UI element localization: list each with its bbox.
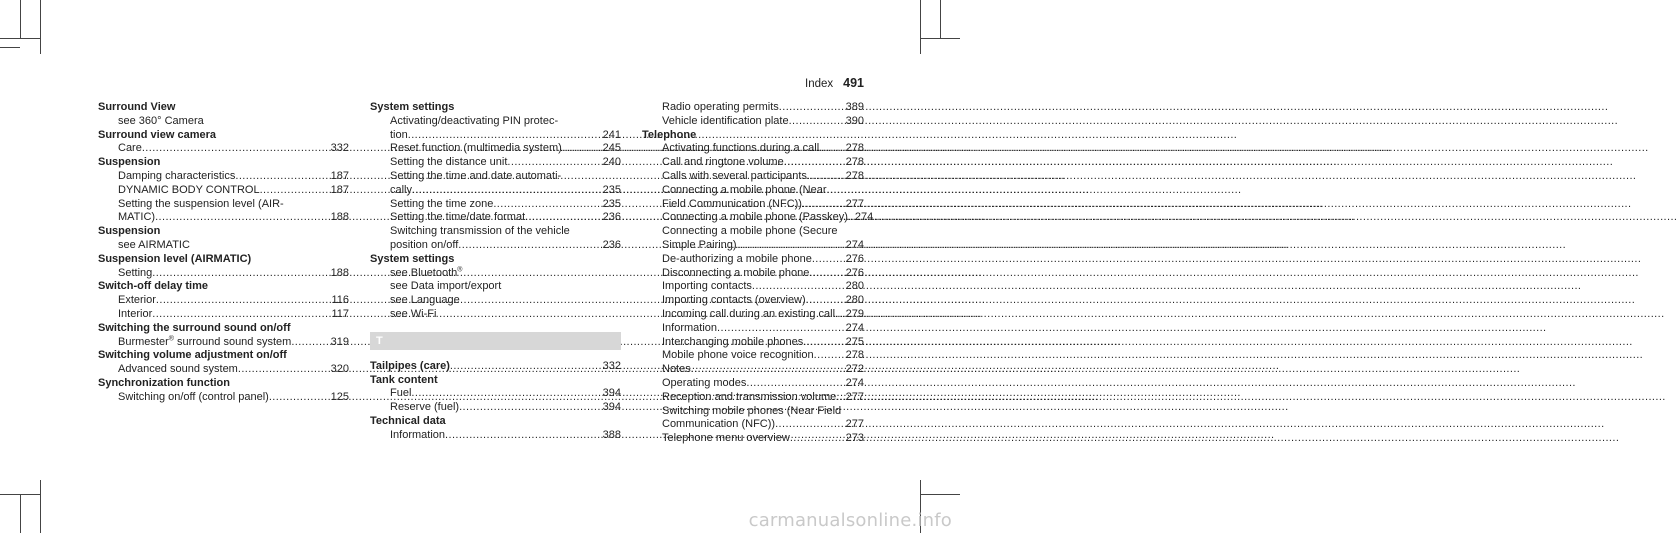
crop-mark	[40, 480, 41, 533]
index-term: Telephone	[642, 128, 697, 141]
index-entry	[98, 280, 349, 321]
index-entry	[98, 129, 349, 157]
index-subentry[interactable]: Mobile phone voice recognition ..... 278	[642, 349, 864, 363]
index-subentry-line: Connecting a mobile phone (Secure	[662, 225, 838, 238]
index-subentry[interactable]: DYNAMIC BODY CONTROL ..... 187	[98, 184, 349, 198]
crop-mark	[920, 38, 960, 39]
index-subentry[interactable]: Importing contacts ..... 280	[642, 280, 864, 294]
index-term: Switching volume adjustment on/off	[98, 349, 287, 362]
index-entry	[98, 253, 349, 281]
index-subentry[interactable]: Telephone menu overview ..... 273	[642, 432, 864, 446]
index-term: Tank content	[370, 373, 438, 386]
see-reference[interactable]: see Bluetooth®	[390, 265, 463, 279]
letter-divider: T	[370, 332, 621, 350]
index-subentry[interactable]: Importing contacts (overview) ..... 280	[642, 294, 864, 308]
index-subentry-line: Setting the time and date automati-	[390, 169, 562, 182]
crop-mark	[0, 47, 20, 48]
crop-mark	[20, 0, 21, 38]
index-subentry[interactable]: Simple Pairing) ..... 274	[642, 239, 864, 253]
index-subentry-line: Connecting a mobile phone (Near	[662, 183, 827, 196]
index-subentry-line: Setting the suspension level (AIR-	[118, 197, 284, 210]
index-entry	[98, 101, 349, 129]
index-subentry[interactable]: Setting the time/date format ..... 236	[370, 211, 621, 225]
index-subentry[interactable]: Reception and transmission volume ..... 277	[642, 391, 864, 405]
index-entry	[98, 349, 349, 377]
see-reference[interactable]: see Wi-Fi	[390, 307, 437, 320]
index-subentry[interactable]: Fuel ..... 394	[370, 387, 621, 401]
watermark: carmanualsonline.info	[748, 510, 952, 531]
index-term: Suspension level (AIRMATIC)	[98, 252, 252, 265]
index-subentry[interactable]: Calls with several participants ..... 278	[642, 170, 864, 184]
index-entry	[370, 101, 621, 253]
crop-mark	[40, 0, 41, 54]
index-subentry[interactable]: cally ..... 235	[370, 184, 621, 198]
index-term: Suspension	[98, 225, 161, 238]
index-subentry[interactable]: Exterior ..... 116	[98, 294, 349, 308]
index-entry	[370, 374, 621, 415]
index-subentry[interactable]: Vehicle identification plate ..... 390	[642, 115, 864, 129]
index-subentry[interactable]: Burmester® surround sound system ..... 319	[98, 336, 349, 350]
index-entry	[98, 156, 349, 225]
index-subentry[interactable]: MATIC) ..... 188	[98, 211, 349, 225]
index-column-3	[642, 101, 874, 446]
index-subentry[interactable]: Operating modes ..... 274	[642, 377, 864, 391]
index-subentry-line: Switching transmission of the vehicle	[390, 225, 570, 238]
page-number: 491	[843, 76, 864, 90]
index-subentry[interactable]: position on/off ..... 236	[370, 239, 621, 253]
index-subentry[interactable]: Reset function (multimedia system) ..... 245	[370, 142, 621, 156]
crop-mark	[0, 38, 40, 39]
index-subentry[interactable]: Switching on/off (control panel) ..... 125	[98, 391, 349, 405]
see-reference[interactable]: see 360° Camera	[118, 114, 204, 127]
index-subentry[interactable]: Information ..... 388	[370, 429, 621, 443]
index-subentry[interactable]: tion ..... 241	[370, 129, 621, 143]
index-subentry[interactable]: Care ..... 332	[98, 142, 349, 156]
index-term-with-page[interactable]: Tailpipes (care) ..... 332	[370, 360, 621, 374]
index-term: System settings	[370, 252, 455, 265]
index-subentry[interactable]: Call and ringtone volume ..... 278	[642, 156, 864, 170]
index-subentry[interactable]: Reserve (fuel) ..... 394	[370, 401, 621, 415]
index-subentry[interactable]: Connecting a mobile phone (Passkey) ..... 274	[642, 211, 864, 225]
index-term: Synchronization function	[98, 376, 230, 389]
index-subentry-line: Switching mobile phones (Near Field	[662, 404, 842, 417]
index-subentry[interactable]: De-authorizing a mobile phone ..... 276	[642, 253, 864, 267]
index-subentry[interactable]: Interior ..... 117	[98, 308, 349, 322]
index-term: Surround View	[98, 101, 176, 113]
index-subentry[interactable]: Communication (NFC)) ..... 277	[642, 418, 864, 432]
crop-mark	[20, 494, 21, 533]
section-title: Index	[805, 78, 834, 90]
crop-mark	[920, 0, 921, 54]
index-subentry[interactable]: Setting the time zone ..... 235	[370, 198, 621, 212]
see-reference[interactable]: see Language	[390, 294, 460, 307]
index-subentry[interactable]: Setting ..... 188	[98, 267, 349, 281]
index-entry	[642, 128, 874, 446]
index-term: Technical data	[370, 414, 446, 427]
index-entry	[98, 225, 349, 253]
index-column-2	[370, 101, 621, 443]
index-subentry[interactable]: Information ..... 274	[642, 322, 864, 336]
index-subentry[interactable]: Interchanging mobile phones ..... 275	[642, 336, 864, 350]
crop-mark	[940, 0, 941, 38]
index-term: System settings	[370, 101, 455, 113]
index-term: Switch-off delay time	[98, 280, 209, 293]
index-subentry[interactable]: Activating functions during a call ..... 278	[642, 142, 864, 156]
index-entry	[98, 377, 349, 405]
index-column-1	[98, 101, 349, 405]
see-reference[interactable]: see AIRMATIC	[118, 238, 190, 251]
index-subentry[interactable]: Setting the distance unit ..... 240	[370, 156, 621, 170]
crop-mark	[920, 494, 960, 495]
index-subentry[interactable]: Damping characteristics ..... 187	[98, 170, 349, 184]
index-subentry[interactable]: Field Communication (NFC)) ..... 277	[642, 198, 864, 212]
index-subentry[interactable]: Disconnecting a mobile phone ..... 276	[642, 267, 864, 281]
index-subentry[interactable]: Notes ..... 272	[642, 363, 864, 377]
index-subentry[interactable]: Radio operating permits ..... 389	[642, 101, 864, 115]
index-subentry[interactable]: Advanced sound system ..... 320	[98, 363, 349, 377]
index-subentry[interactable]: Incoming call during an existing call ..... 279	[642, 308, 864, 322]
page-header	[805, 76, 864, 90]
index-term: Switching the surround sound on/off	[98, 321, 291, 334]
index-entry	[370, 360, 621, 374]
index-term: Suspension	[98, 156, 161, 169]
index-entry	[370, 415, 621, 443]
index-entry	[370, 253, 621, 322]
see-reference[interactable]: see Data import/export	[390, 280, 502, 293]
index-entry	[98, 322, 349, 350]
index-term: Surround view camera	[98, 128, 216, 141]
index-subentry-line: Activating/deactivating PIN protec-	[390, 114, 559, 127]
index-entry	[642, 101, 864, 129]
